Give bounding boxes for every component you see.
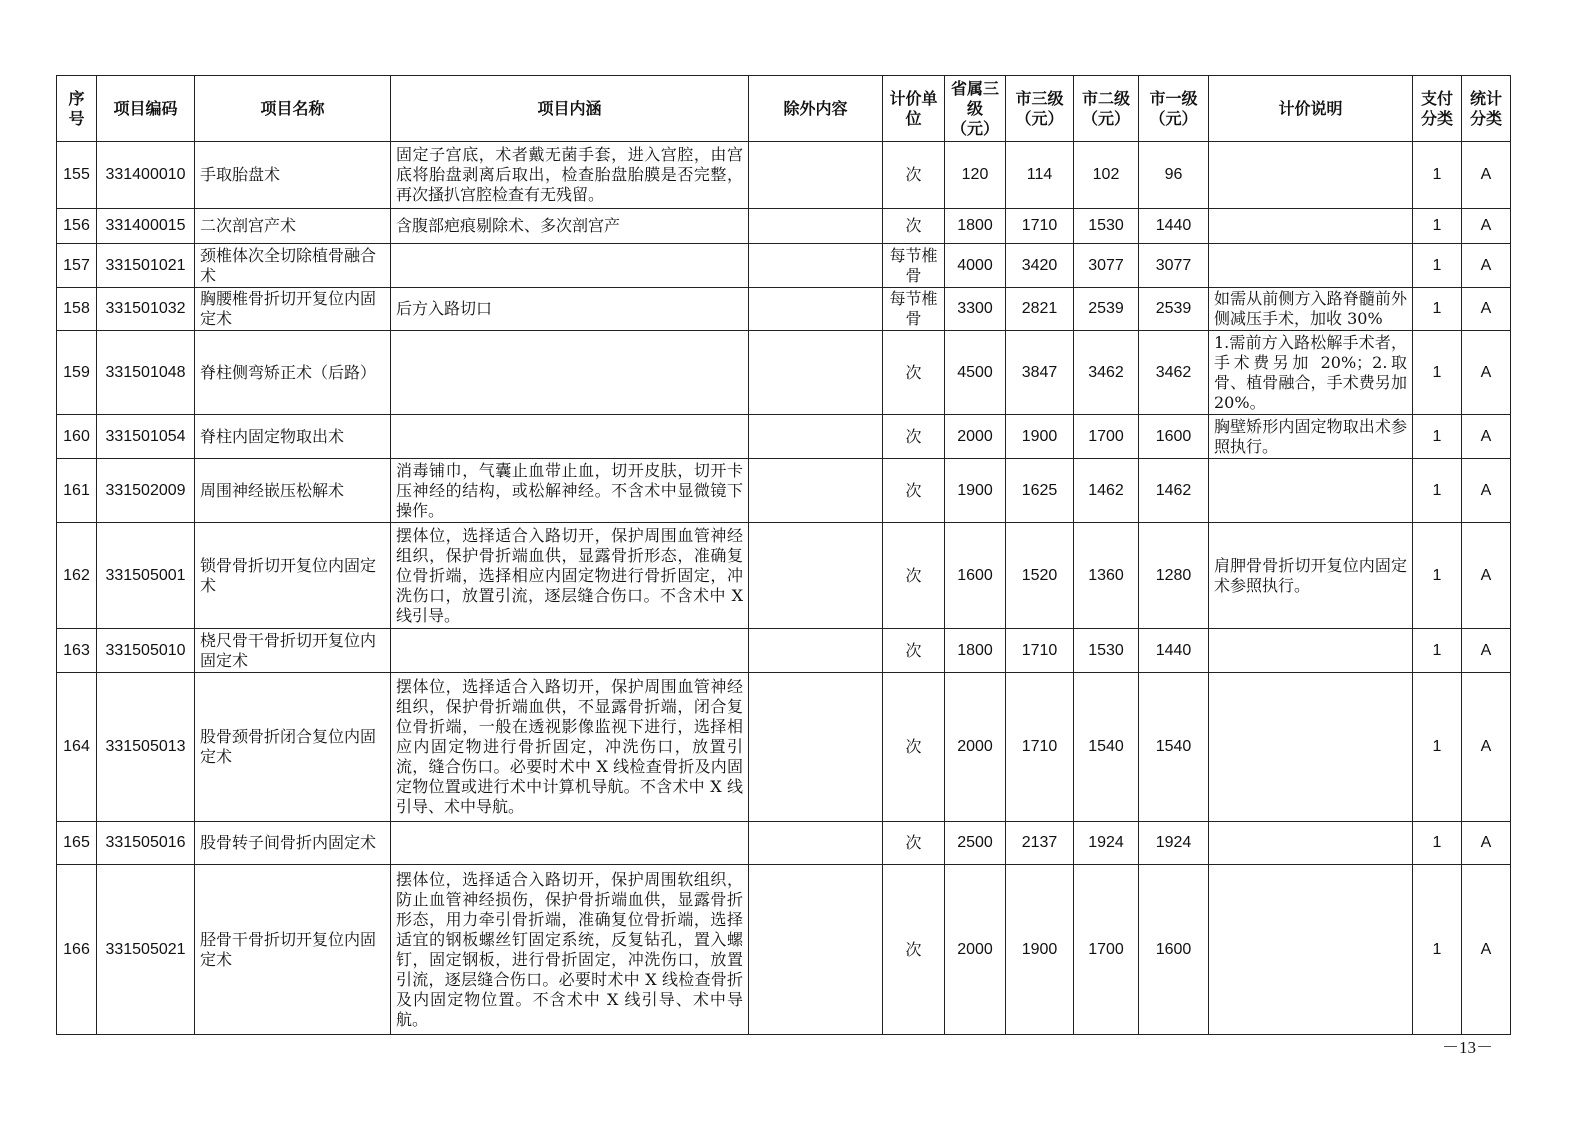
cell-unit: 次 <box>883 865 945 1035</box>
cell-content: 固定子宫底，术者戴无菌手套，进入宫腔，由宫底将胎盘剥离后取出，检查胎盘胎膜是否完整，再次搔扒宫腔检查有无残留。 <box>391 142 749 209</box>
cell-seq: 157 <box>57 244 97 288</box>
cell-stat: A <box>1462 142 1511 209</box>
cell-name: 脊柱侧弯矫正术（后路） <box>195 331 391 415</box>
cell-content <box>391 415 749 459</box>
cell-stat: A <box>1462 415 1511 459</box>
cell-city2: 1360 <box>1074 523 1139 629</box>
header-unit: 计价单位 <box>883 76 945 142</box>
cell-pay: 1 <box>1413 459 1462 523</box>
table-row <box>57 209 1511 244</box>
cell-pay: 1 <box>1413 209 1462 244</box>
cell-city3: 1900 <box>1006 415 1074 459</box>
table-row <box>57 331 1511 415</box>
cell-content: 后方入路切口 <box>391 288 749 331</box>
cell-name: 胸腰椎骨折切开复位内固定术 <box>195 288 391 331</box>
cell-exclude <box>749 331 883 415</box>
cell-prov: 3300 <box>945 288 1006 331</box>
cell-city1: 3077 <box>1139 244 1209 288</box>
cell-city2: 1700 <box>1074 415 1139 459</box>
cell-city1: 3462 <box>1139 331 1209 415</box>
cell-code: 331505016 <box>97 822 195 865</box>
cell-city3: 3847 <box>1006 331 1074 415</box>
cell-city3: 2821 <box>1006 288 1074 331</box>
cell-pay: 1 <box>1413 142 1462 209</box>
cell-exclude <box>749 673 883 822</box>
table-row <box>57 673 1511 822</box>
cell-prov: 4500 <box>945 331 1006 415</box>
cell-city3: 1710 <box>1006 209 1074 244</box>
cell-pay: 1 <box>1413 415 1462 459</box>
cell-stat: A <box>1462 209 1511 244</box>
cell-code: 331501054 <box>97 415 195 459</box>
cell-pay: 1 <box>1413 523 1462 629</box>
cell-name: 胫骨干骨折切开复位内固定术 <box>195 865 391 1035</box>
cell-seq: 161 <box>57 459 97 523</box>
cell-content <box>391 244 749 288</box>
cell-unit: 次 <box>883 415 945 459</box>
cell-note <box>1209 244 1413 288</box>
header-city3: 市三级（元） <box>1006 76 1074 142</box>
cell-unit: 次 <box>883 331 945 415</box>
cell-seq: 165 <box>57 822 97 865</box>
cell-unit: 每节椎骨 <box>883 288 945 331</box>
cell-seq: 159 <box>57 331 97 415</box>
cell-code: 331501021 <box>97 244 195 288</box>
cell-city2: 3462 <box>1074 331 1139 415</box>
cell-city1: 1440 <box>1139 209 1209 244</box>
cell-exclude <box>749 288 883 331</box>
cell-city3: 114 <box>1006 142 1074 209</box>
cell-note <box>1209 459 1413 523</box>
cell-stat: A <box>1462 673 1511 822</box>
table-row <box>57 142 1511 209</box>
table-row <box>57 415 1511 459</box>
cell-pay: 1 <box>1413 288 1462 331</box>
header-code: 项目编码 <box>97 76 195 142</box>
cell-seq: 166 <box>57 865 97 1035</box>
header-city2: 市二级（元） <box>1074 76 1139 142</box>
cell-name: 桡尺骨干骨折切开复位内固定术 <box>195 629 391 673</box>
cell-city1: 1600 <box>1139 415 1209 459</box>
cell-prov: 2000 <box>945 673 1006 822</box>
cell-prov: 1600 <box>945 523 1006 629</box>
cell-stat: A <box>1462 331 1511 415</box>
cell-note <box>1209 865 1413 1035</box>
cell-city2: 3077 <box>1074 244 1139 288</box>
cell-city3: 2137 <box>1006 822 1074 865</box>
header-seq: 序号 <box>57 76 97 142</box>
cell-exclude <box>749 244 883 288</box>
cell-prov: 1800 <box>945 209 1006 244</box>
cell-city1: 1462 <box>1139 459 1209 523</box>
cell-seq: 156 <box>57 209 97 244</box>
cell-city2: 2539 <box>1074 288 1139 331</box>
cell-note <box>1209 673 1413 822</box>
price-table <box>56 75 1511 1035</box>
header-prov: 省属三级（元） <box>945 76 1006 142</box>
cell-seq: 160 <box>57 415 97 459</box>
cell-unit: 次 <box>883 209 945 244</box>
cell-city3: 1710 <box>1006 629 1074 673</box>
cell-stat: A <box>1462 865 1511 1035</box>
cell-seq: 164 <box>57 673 97 822</box>
cell-note: 1.需前方入路松解手术者，手术费另加 20%；2.取骨、植骨融合，手术费另加 20%。 <box>1209 331 1413 415</box>
cell-content: 摆体位，选择适合入路切开，保护周围血管神经组织，保护骨折端血供，显露骨折形态，准确复位骨折端，选择相应内固定物进行骨折固定，冲洗伤口，放置引流，逐层缝合伤口。不含术中 X 线引导。 <box>391 523 749 629</box>
cell-prov: 2000 <box>945 415 1006 459</box>
header-city1: 市一级（元） <box>1139 76 1209 142</box>
cell-unit: 次 <box>883 673 945 822</box>
cell-note <box>1209 142 1413 209</box>
cell-content: 摆体位，选择适合入路切开，保护周围软组织，防止血管神经损伤，保护骨折端血供，显露骨折形态，用力牵引骨折端，准确复位骨折端，选择适宜的钢板螺丝钉固定系统，反复钻孔，置入螺钉，固定钢板，进行骨折固定，冲洗伤口，放置引流，逐层缝合伤口。必要时术中 X 线检查骨折及内固定物位置。不含术中 X 线引导、术中导航。 <box>391 865 749 1035</box>
cell-name: 脊柱内固定物取出术 <box>195 415 391 459</box>
cell-pay: 1 <box>1413 822 1462 865</box>
cell-prov: 4000 <box>945 244 1006 288</box>
table-row <box>57 459 1511 523</box>
cell-content <box>391 822 749 865</box>
cell-unit: 次 <box>883 822 945 865</box>
cell-city1: 96 <box>1139 142 1209 209</box>
cell-code: 331501048 <box>97 331 195 415</box>
cell-stat: A <box>1462 459 1511 523</box>
cell-seq: 162 <box>57 523 97 629</box>
cell-city2: 1530 <box>1074 629 1139 673</box>
cell-content: 含腹部疤痕剔除术、多次剖宫产 <box>391 209 749 244</box>
cell-name: 二次剖宫产术 <box>195 209 391 244</box>
cell-note: 胸壁矫形内固定物取出术参照执行。 <box>1209 415 1413 459</box>
header-row <box>57 76 1511 142</box>
cell-prov: 2500 <box>945 822 1006 865</box>
cell-city2: 1462 <box>1074 459 1139 523</box>
cell-unit: 次 <box>883 523 945 629</box>
cell-city1: 1440 <box>1139 629 1209 673</box>
cell-city1: 1280 <box>1139 523 1209 629</box>
table-row <box>57 865 1511 1035</box>
cell-note <box>1209 629 1413 673</box>
cell-city2: 1540 <box>1074 673 1139 822</box>
page-number: －13－ <box>1442 1038 1493 1057</box>
cell-prov: 1900 <box>945 459 1006 523</box>
cell-city1: 1600 <box>1139 865 1209 1035</box>
cell-name: 手取胎盘术 <box>195 142 391 209</box>
cell-exclude <box>749 523 883 629</box>
cell-seq: 163 <box>57 629 97 673</box>
cell-pay: 1 <box>1413 865 1462 1035</box>
header-content: 项目内涵 <box>391 76 749 142</box>
cell-city2: 102 <box>1074 142 1139 209</box>
header-stat: 统计分类 <box>1462 76 1511 142</box>
cell-city3: 3420 <box>1006 244 1074 288</box>
cell-stat: A <box>1462 822 1511 865</box>
cell-city3: 1900 <box>1006 865 1074 1035</box>
header-pay: 支付分类 <box>1413 76 1462 142</box>
cell-pay: 1 <box>1413 629 1462 673</box>
cell-code: 331400010 <box>97 142 195 209</box>
cell-seq: 158 <box>57 288 97 331</box>
cell-note: 如需从前侧方入路脊髓前外侧减压手术，加收 30% <box>1209 288 1413 331</box>
cell-name: 锁骨骨折切开复位内固定术 <box>195 523 391 629</box>
cell-stat: A <box>1462 288 1511 331</box>
cell-pay: 1 <box>1413 244 1462 288</box>
cell-exclude <box>749 629 883 673</box>
cell-note: 肩胛骨骨折切开复位内固定术参照执行。 <box>1209 523 1413 629</box>
cell-name: 周围神经嵌压松解术 <box>195 459 391 523</box>
cell-prov: 1800 <box>945 629 1006 673</box>
cell-content: 消毒铺巾，气囊止血带止血，切开皮肤，切开卡压神经的结构，或松解神经。不含术中显微镜下操作。 <box>391 459 749 523</box>
cell-unit: 次 <box>883 629 945 673</box>
cell-city3: 1625 <box>1006 459 1074 523</box>
cell-exclude <box>749 209 883 244</box>
cell-unit: 次 <box>883 459 945 523</box>
cell-name: 颈椎体次全切除植骨融合术 <box>195 244 391 288</box>
cell-exclude <box>749 459 883 523</box>
cell-note <box>1209 822 1413 865</box>
cell-city2: 1700 <box>1074 865 1139 1035</box>
cell-code: 331505001 <box>97 523 195 629</box>
cell-name: 股骨颈骨折闭合复位内固定术 <box>195 673 391 822</box>
cell-exclude <box>749 415 883 459</box>
cell-content <box>391 331 749 415</box>
cell-code: 331505010 <box>97 629 195 673</box>
table-row <box>57 288 1511 331</box>
cell-city1: 1924 <box>1139 822 1209 865</box>
cell-city1: 1540 <box>1139 673 1209 822</box>
cell-stat: A <box>1462 244 1511 288</box>
header-exclude: 除外内容 <box>749 76 883 142</box>
cell-pay: 1 <box>1413 673 1462 822</box>
header-name: 项目名称 <box>195 76 391 142</box>
table-row <box>57 822 1511 865</box>
cell-code: 331505021 <box>97 865 195 1035</box>
cell-code: 331505013 <box>97 673 195 822</box>
cell-note <box>1209 209 1413 244</box>
cell-stat: A <box>1462 523 1511 629</box>
cell-exclude <box>749 822 883 865</box>
cell-prov: 2000 <box>945 865 1006 1035</box>
cell-content <box>391 629 749 673</box>
table-row <box>57 244 1511 288</box>
table-row <box>57 629 1511 673</box>
cell-city1: 2539 <box>1139 288 1209 331</box>
cell-name: 股骨转子间骨折内固定术 <box>195 822 391 865</box>
cell-pay: 1 <box>1413 331 1462 415</box>
cell-code: 331400015 <box>97 209 195 244</box>
cell-code: 331501032 <box>97 288 195 331</box>
cell-unit: 每节椎骨 <box>883 244 945 288</box>
cell-code: 331502009 <box>97 459 195 523</box>
cell-city2: 1530 <box>1074 209 1139 244</box>
cell-exclude <box>749 142 883 209</box>
cell-stat: A <box>1462 629 1511 673</box>
cell-prov: 120 <box>945 142 1006 209</box>
cell-content: 摆体位，选择适合入路切开，保护周围血管神经组织，保护骨折端血供，不显露骨折端，闭合复位骨折端，一般在透视影像监视下进行，选择相应内固定物进行骨折固定，冲洗伤口，放置引流，缝合伤口。必要时术中 X 线检查骨折及内固定物位置或进行术中计算机导航。不含术中 X 线引导、术中导航。 <box>391 673 749 822</box>
header-note: 计价说明 <box>1209 76 1413 142</box>
cell-exclude <box>749 865 883 1035</box>
cell-seq: 155 <box>57 142 97 209</box>
cell-unit: 次 <box>883 142 945 209</box>
cell-city2: 1924 <box>1074 822 1139 865</box>
table-row <box>57 523 1511 629</box>
cell-city3: 1710 <box>1006 673 1074 822</box>
cell-city3: 1520 <box>1006 523 1074 629</box>
